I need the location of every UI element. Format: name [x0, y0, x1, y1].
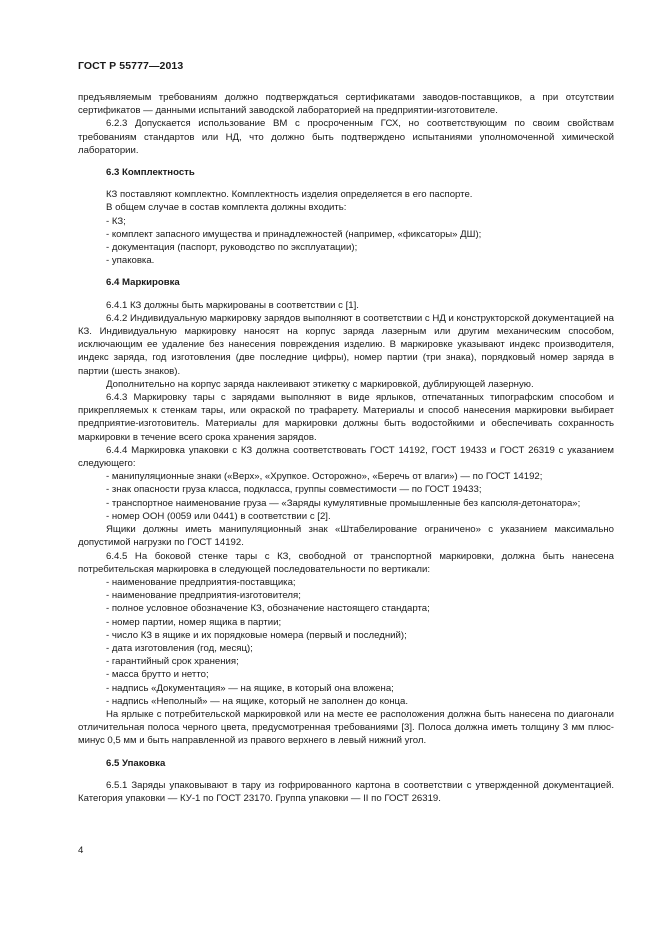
paragraph-6-4-1: 6.4.1 КЗ должны быть маркированы в соответствии с [1]. [106, 299, 359, 311]
list-item: - номер ООН (0059 или 0441) в соответствии с [2]. [106, 510, 331, 522]
document-header: ГОСТ Р 55777—2013 [78, 60, 184, 72]
paragraph-6-4-2: 6.4.2 Индивидуальную маркировку зарядов выполняют в соответствии с НД и конструкторской документацией на КЗ. Индивидуальную маркировку наносят на корпус заряда лазерным или другим механическим способом, исключающим ее удаление без нанесения повреждения изделию. В маркировке указывают индекс производителя, индекс заряда, год изготовления (две последние цифры), номер партии (три знака), порядковый номер заряда в партии (шесть знаков). [78, 312, 615, 377]
list-item: - знак опасности груза класса, подкласса, группы совместимости — по ГОСТ 19433; [106, 484, 482, 496]
list-item: - наименование предприятия-поставщика; [106, 576, 296, 588]
list-item: - гарантийный срок хранения; [106, 656, 239, 668]
page-number: 4 [78, 845, 84, 856]
list-item: - транспортное наименование груза — «Заряды кумулятивные промышленные без капсюля-детонатора»; [106, 497, 581, 509]
paragraph-6-5-1: 6.5.1 Заряды упаковывают в тару из гофрированного картона в соответствии с утвержденной документацией. Категория упаковки — КУ-1 по ГОСТ 23170. Группа упаковки — II по ГОСТ 26319. [78, 779, 614, 804]
paragraph: Дополнительно на корпус заряда наклеивают этикетку с маркировкой, дублирующей лазерную. [106, 378, 534, 390]
paragraph-6-2-3: 6.2.3 Допускается использование ВМ с просроченным ГСХ, но соответствующим по своим свойствам требованиям стандартов или НД, что должно быть подтверждено испытаниями уполномоченной химической лаборатории. [78, 118, 614, 156]
paragraph: На ярлыке с потребительской маркировкой или на месте ее расположения должна быть нанесена по диагонали отличительная полоса черного цвета, предусмотренная требованиями [3]. Полоса должна иметь толщину 3 мм плюс-минус 0,5 мм и быть направленной из правого верхнего в левый нижний угол. [78, 708, 614, 747]
paragraph-6-4-5: 6.4.5 На боковой стенке тары с КЗ, свободной от транспортной маркировки, должна быть нанесена потребительская маркировка в следующей последовательности по вертикали: [78, 550, 614, 575]
paragraph: предъявляемым требованиям должно подтверждаться сертификатами заводов-поставщиков, а при отсутствии сертификатов — данными испытаний заводской лабораторией на предприятии-изготовителе. [78, 92, 614, 117]
paragraph: КЗ поставляют комплектно. Комплектность изделия определяется в его паспорте. [106, 189, 473, 201]
section-heading-6-4: 6.4 Маркировка [106, 277, 180, 289]
paragraph: Ящики должны иметь манипуляционный знак «Штабелирование ограничено» с указанием максимально допустимой нагрузки по ГОСТ 14192. [78, 524, 614, 549]
list-item: - надпись «Неполный» — на ящике, который не заполнен до конца. [106, 695, 409, 707]
list-item: - дата изготовления (год, месяц); [106, 642, 253, 654]
paragraph: В общем случае в состав комплекта должны входить: [106, 202, 347, 214]
paragraph-6-4-4: 6.4.4 Маркировка упаковки с КЗ должна соответствовать ГОСТ 14192, ГОСТ 19433 и ГОСТ 26319 с указанием следующего: [78, 444, 614, 470]
list-item: - номер партии, номер ящика в партии; [106, 616, 282, 628]
list-item: - наименование предприятия-изготовителя; [106, 590, 301, 602]
list-item: - упаковка. [106, 255, 155, 267]
list-item: - полное условное обозначение КЗ, обозначение настоящего стандарта; [106, 603, 430, 615]
paragraph-6-4-3: 6.4.3 Маркировку тары с зарядами выполняют в виде ярлыков, отпечатанных типографским способом и прикрепляемых к стенкам тары, или окраской по трафарету. Материалы и способ нанесения маркировки выбирает предприятие-изготовитель. Материалы для маркировки должны быть водостойкими и обеспечивать сохранность маркировки в течение всего срока хранения зарядов. [78, 392, 614, 443]
section-heading-6-5: 6.5 Упаковка [106, 757, 166, 769]
list-item: - документация (паспорт, руководство по эксплуатации); [106, 242, 358, 254]
list-item: - манипуляционные знаки («Верх», «Хрупкое. Осторожно», «Беречь от влаги») — по ГОСТ 14192; [106, 471, 543, 483]
list-item: - масса брутто и нетто; [106, 669, 209, 681]
list-item: - КЗ; [106, 215, 126, 227]
list-item: - комплект запасного имущества и принадлежностей (например, «фиксаторы» ДШ); [106, 228, 482, 240]
list-item: - число КЗ в ящике и их порядковые номера (первый и последний); [106, 629, 407, 641]
list-item: - надпись «Документация» — на ящике, в который она вложена; [106, 682, 394, 694]
section-heading-6-3: 6.3 Комплектность [106, 167, 195, 179]
document-body [78, 91, 614, 805]
